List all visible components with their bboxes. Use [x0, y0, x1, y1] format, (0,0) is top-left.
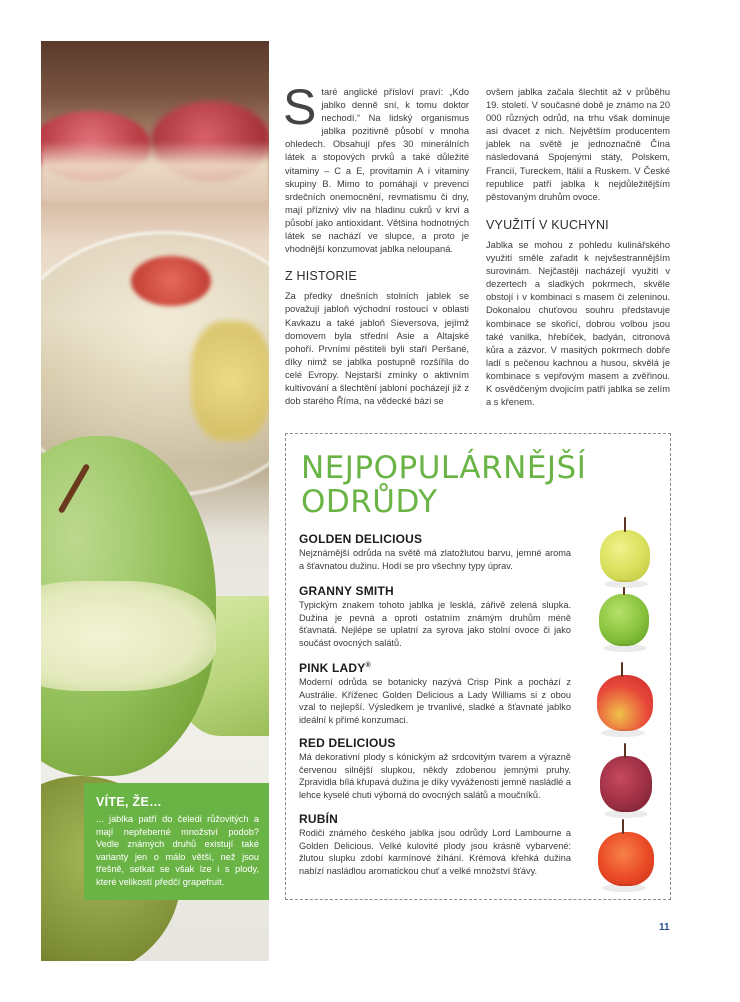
- variety-item: [299, 736, 571, 801]
- article-column-1: [283, 79, 469, 408]
- variety-name: RED DELICIOUS: [299, 736, 396, 750]
- history-heading: Z HISTORIE: [285, 269, 357, 284]
- history-text-part2: ovšem jablka začala šlechtit až v průběhu 19. století. V současné době je známo na 20 000 různých odrůd, na trhu však dominuje asi dvacet z nich. Největším producentem jablek na světě je jednoznačně Čína následovaná Spojenými státy, Polskem, Francií, Tureckem, Itálií a Ruskem. V České republice patří jablka k nejdůležitějším pěstovaným druhům ovoce.: [486, 87, 670, 202]
- drop-cap: S: [283, 79, 317, 135]
- varieties-title-line2: ODRŮDY: [301, 484, 438, 520]
- variety-name: RUBÍN: [299, 812, 338, 826]
- golden-delicious-apple-image: [600, 530, 650, 582]
- page-number: 11: [659, 922, 670, 933]
- variety-description: Typickým znakem tohoto jablka je lesklá, zářivě zelená slupka. Dužina je pevná a oproti ostatním známým druhům méně šťavnatá. Nejlépe se uplatní za syrova jako stolní ovoce či jako součást ovocných salátů.: [299, 600, 571, 648]
- rubin-apple-image: [598, 832, 654, 886]
- variety-name: GOLDEN DELICIOUS: [299, 532, 423, 546]
- variety-name: GRANNY SMITH: [299, 584, 394, 598]
- bowl-fruit: [131, 256, 211, 306]
- variety-name: PINK LADY®: [299, 661, 371, 675]
- variety-item: [299, 661, 571, 726]
- variety-description: Má dekorativní plody s kónickým až srdcovitým tvarem a výrazně červenou silnější slupkou, někdy zdobenou jemnými pruhy. Zpravidla bílá křupavá dužina je díky vyváženosti jemně nasládlé a lehce kyselé chuti výborná do ovocných salátů a moučníků.: [299, 752, 571, 800]
- granny-smith-apple-image: [599, 594, 649, 646]
- varieties-title: [301, 451, 586, 519]
- did-you-know-text: ... jablka patří do čeledi růžovitých a mají nepřeberné množství podob? Vedle známých druhů existují také varianty jen o málo větší, než jsou třešně, setkat se však lze i s plody, které velikostí předčí grapefruit.: [96, 814, 259, 887]
- article-column-2: [486, 86, 670, 409]
- varieties-box: [285, 433, 671, 900]
- variety-description: Rodiči známého českého jablka jsou odrůdy Lord Lambourne a Golden Delicious. Velké kulovité plody jsou krásně vybarvené: žlutou slupku zdobí karmínové žíhání. Krémová křehká dužina nabízí nasládlou aromatickou chuť a velké množství šťávy.: [299, 828, 571, 876]
- variety-item: [299, 812, 571, 877]
- did-you-know-title: VÍTE, ŽE…: [96, 795, 162, 809]
- variety-description: Moderní odrůda se botanicky nazývá Crisp Pink a pochází z Austrálie. Kříženec Golden Delicious a Lady Williams si z obou vzal to nejlepší. Výsledkem je trvanlivé, sladké a šťavnaté jablko ideální k přímé konzumaci.: [299, 677, 571, 725]
- bowl-fruit: [191, 321, 269, 441]
- varieties-title-line1: NEJPOPULÁRNĚJŠÍ: [301, 450, 587, 486]
- variety-item: [299, 584, 571, 649]
- intro-text: taré anglické přísloví praví: „Kdo jablko denně sní, k tomu doktor nechodí.“ Na lidský organismus jablka pozitivně působí v mnoha ohledech. Obsahují přes 30 minerálních látek a stopových prvků a také důležité vitaminy – C a E, provitamin A i vitaminy skupiny B. Mimo to pomáhají v prevenci srdečních onemocnění, revmatismu či dny, mají příznivý vliv na hladinu cukrů v krvi a působí jako antioxidant. Většina hodnotných látek se nachází ve slupce, a proto je vhodnější konzumovat jablka neloupaná.: [285, 87, 469, 255]
- kitchen-text: Jablka se mohou z pohledu kulinářského využití směle zařadit k nejvšestrannějším surovinám. Nejčastěji nacházejí využití v dezertech a sladkých pokrmech, skvěle obstojí i v kombinaci s masem či zeleninou. Dokonalou chuťovou souhru představuje kombinace se skořicí, dobrou volbou jsou také vanilka, hřebíček, badyán, citronová kůra a zázvor. V masitých pokrmech dobře ladí s pečenou kachnou a husou, skvělá je kombinace s vepřovým masem a zvěřinou. K osvědčeným dvojicím patří jablka se zelím a s křenem.: [486, 239, 670, 408]
- apple-slices: [41, 141, 269, 201]
- peeled-band: [41, 581, 216, 691]
- intro-paragraph: [283, 79, 469, 256]
- kitchen-heading: VYUŽITÍ V KUCHYNI: [486, 217, 609, 232]
- red-delicious-apple-image: [600, 756, 652, 812]
- variety-description: Nejznámější odrůda na světě má zlatožlutou barvu, jemné aroma a šťavnatou dužinu. Hodí se pro všechny typy úprav.: [299, 548, 571, 571]
- did-you-know-box: [84, 783, 269, 900]
- variety-item: [299, 532, 571, 572]
- history-text-part1: Za předky dnešních stolních jablek se považují jabloň východní rostoucí v oblasti Kavkazu a také jabloň Sieversova, jejímž domovem byla střední Asie a Altajské pohoří. Prvními pěstiteli byli staří Peršané, díky nimž se jablka postupně rozšířila do celé Evropy. Nejstarší zmínky o aktivním kultivování a šlechtění jabloní pocházejí již z dob starého Říma, na vědecké bázi se: [285, 291, 469, 407]
- pink-lady-apple-image: [597, 675, 653, 731]
